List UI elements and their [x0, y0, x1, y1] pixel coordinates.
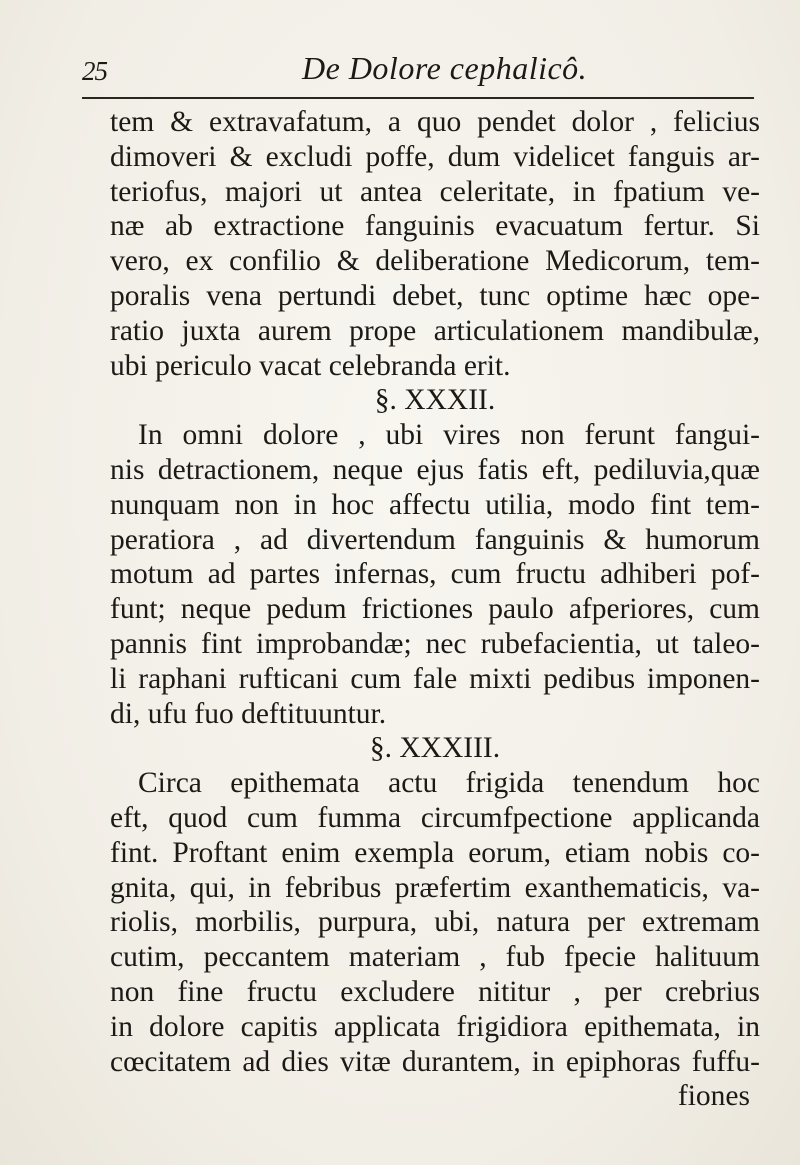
text-line: riolis, morbilis, purpura, ubi, natura per extremam — [110, 906, 760, 939]
text-line: di, ufu fuo deftituuntur. — [110, 697, 387, 730]
text-line: in dolore capitis applicata frigidiora epithemata, in — [110, 1010, 760, 1043]
catchword-line: fiones — [677, 1080, 750, 1113]
text-line: nunquam non in hoc affectu utilia, modo fint tem- — [110, 488, 760, 521]
text-line: dimoveri & excludi poffe, dum videlicet fanguis ar- — [110, 140, 760, 173]
text-line: funt; neque pedum frictiones paulo afperiores, cum — [110, 593, 760, 626]
text-line: fint. Proftant enim exempla eorum, etiam nobis co- — [110, 836, 760, 869]
section-heading: §. XXXII. — [374, 384, 496, 417]
body-text — [110, 105, 760, 1114]
text-line: gnita, qui, in febribus præfertim exanthematicis, va- — [110, 871, 760, 904]
text-line: Circa epithemata actu frigida tenendum hoc — [138, 767, 760, 800]
text-line: pannis fint improbandæ; nec rubefacientia, ut taleo- — [110, 627, 760, 660]
text-line: eft, quod cum fumma circumfpectione applicanda — [110, 801, 760, 834]
text-line: li raphani rufticani cum fale mixti pedibus imponen- — [110, 662, 760, 695]
text-line: non fine fructu excludere nititur , per crebrius — [110, 975, 760, 1008]
text-line: In omni dolore , ubi vires non ferunt fangui- — [138, 419, 760, 452]
text-line: tem & extravafatum, a quo pendet dolor , felicius — [110, 106, 760, 138]
page-number: 25 — [82, 56, 107, 86]
text-line: vero, ex confilio & deliberatione Medicorum, tem- — [110, 245, 760, 278]
text-line: nis detractionem, neque ejus fatis eft, pediluvia,quæ — [110, 453, 760, 486]
header-rule — [82, 97, 754, 99]
running-title: De Dolore cephalicô. — [302, 50, 588, 86]
text-line: peratiora , ad divertendum fanguinis & humorum — [110, 523, 760, 556]
text-line: ratio juxta aurem prope articulationem mandibulæ, — [110, 314, 760, 347]
text-line: poralis vena pertundi debet, tunc optime hæc ope- — [110, 279, 760, 312]
text-line: ubi periculo vacat celebranda erit. — [110, 349, 511, 382]
page-header — [82, 48, 772, 88]
section-heading: §. XXXIII. — [369, 732, 501, 765]
text-line: motum ad partes infernas, cum fructu adhiberi pof- — [110, 558, 760, 591]
text-line: cœcitatem ad dies vitæ durantem, in epiphoras fuffu- — [110, 1045, 760, 1078]
text-line: cutim, peccantem materiam , fub fpecie halituum — [110, 941, 760, 974]
text-line: næ ab extractione fanguinis evacuatum fertur. Si — [110, 210, 760, 243]
text-line: teriofus, majori ut antea celeritate, in fpatium ve- — [110, 175, 760, 208]
